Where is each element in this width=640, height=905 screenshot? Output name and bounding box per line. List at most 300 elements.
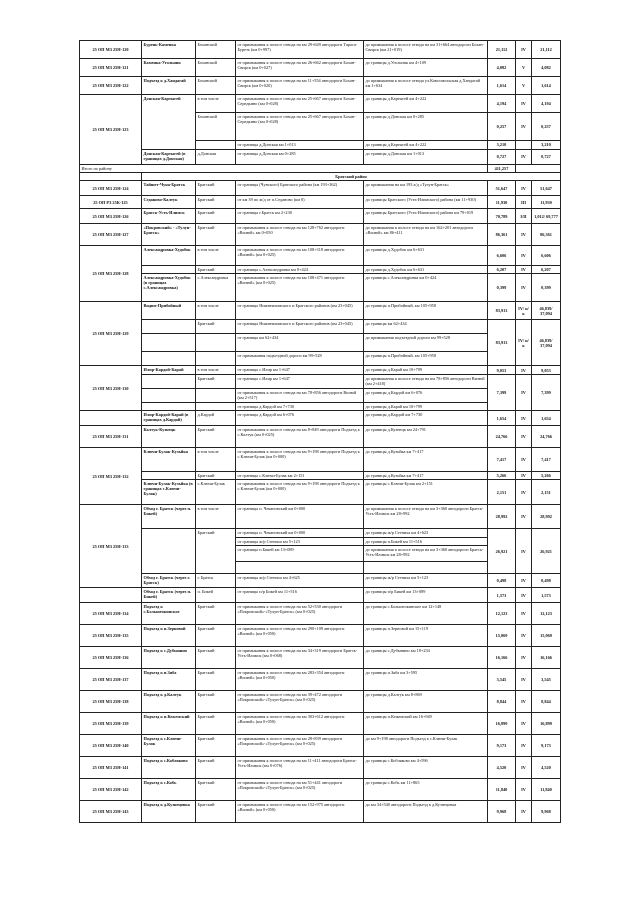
- length-km: 0,498: [488, 574, 516, 588]
- segment-start: от границы п. Чекановский км 0+000: [236, 505, 364, 529]
- road-category: IV: [516, 529, 532, 574]
- road-category: IV: [516, 779, 532, 801]
- segment-start: от примыкания к полосе отвода на км 34+319 автодороги Братск-Усть-Илимск (км 0+068): [236, 647, 364, 669]
- district-cell: Братский: [196, 801, 236, 823]
- length-total: 24,766: [532, 426, 561, 448]
- district-cell: [196, 352, 236, 366]
- segment-end: до границы д.Угольник км 4+109: [364, 59, 488, 77]
- road-category: IV: [516, 505, 532, 529]
- segment-end: до границы Братского (Усть-Илимского) района (км 11+930): [364, 196, 488, 209]
- road-code: 25 ОП МЗ 25Н-123: [80, 95, 142, 165]
- district-cell: [196, 334, 236, 352]
- segment-start: от примыкания к полосе отвода на км 26+662 автодороги Бохан-Свирск (км 0+027): [236, 59, 364, 77]
- length-km: 70,789: [488, 209, 516, 224]
- length-km: 12,123: [488, 603, 516, 625]
- road-code: 25 ОП МЗ 25Н-126: [80, 209, 142, 224]
- segment-start: [236, 562, 364, 574]
- segment-end: до примыкания к полосе отвода на км 31+664 автодороги Бохан-Свирск (км 21+019): [364, 41, 488, 59]
- length-km: 6,207: [488, 266, 516, 274]
- segment-start: от примыкания к полосе отвода на км 8+849 автодороги Подъезд к с.Калтук (км 0+025): [236, 426, 364, 448]
- road-name: Подъезд к с.Ключи-Булак: [142, 735, 196, 757]
- length-total: 16,166: [532, 647, 561, 669]
- length-km: 15,069: [488, 625, 516, 647]
- road-code: [80, 411, 142, 426]
- district-cell: с.Александровка: [196, 274, 236, 302]
- segment-end: до границы с.Большеокинское км 12+148: [364, 603, 488, 625]
- length-km: 83,913: [488, 302, 516, 320]
- segment-end: до границы Братского (Усть-Илимского) района км 79+019: [364, 209, 488, 224]
- table-row: [80, 588, 561, 603]
- road-code: 25 ОП МЗ 25Н-135: [80, 625, 142, 647]
- length-km: 7,399: [488, 375, 516, 411]
- length-total: 9,053: [532, 366, 561, 375]
- segment-end: до примыкания к полосе отвода ул.Комсомольская д.Хандагай км 1+634: [364, 77, 488, 95]
- segment-end: до границы с.Кобь км 11+865: [364, 779, 488, 801]
- length-total: 3,545: [532, 669, 561, 691]
- road-category: IV: [516, 603, 532, 625]
- table-row: [80, 181, 561, 196]
- length-km: 9,968: [488, 801, 516, 823]
- length-total: 11,930: [532, 196, 561, 209]
- table-row: [80, 209, 561, 224]
- road-name: Каменка-Угольник: [142, 59, 196, 77]
- road-code: 25 ОП МЗ 25Н-137: [80, 669, 142, 691]
- road-category: IV: [516, 691, 532, 713]
- road-code: 25 ОП МЗ 25Н-131: [80, 426, 142, 448]
- road-name: [142, 266, 196, 274]
- segment-end: до границы п.Прибойный, км 105+958: [364, 302, 488, 320]
- length-km: 4,194: [488, 95, 516, 113]
- segment-start: от границы Нижнеилимского и Братского районов (км 23+045): [236, 320, 364, 334]
- district-cell: в том числе: [196, 95, 236, 113]
- segment-start: от границы км 62+434: [236, 334, 364, 352]
- length-km: 1,614: [488, 77, 516, 95]
- length-total: 2,151: [532, 480, 561, 505]
- length-total: 46,839/ 37,094: [532, 302, 561, 320]
- road-category: IV/ н/к: [516, 320, 532, 366]
- length-total: 6,606: [532, 246, 561, 266]
- segment-start: от границы (Чунского) Братского района (км 193+362): [236, 181, 364, 196]
- segment-start: от границы д.Кардой км 7+730: [236, 403, 364, 411]
- segment-start: от границы с.Ключи-Булак км 2+151: [236, 472, 364, 480]
- road-name: Седаново-Калтук: [142, 196, 196, 209]
- length-km: 7,417: [488, 448, 516, 472]
- district-cell: Братский: [196, 779, 236, 801]
- road-category: IV: [516, 150, 532, 165]
- district-cell: д.Донская: [196, 150, 236, 165]
- segment-start: от границы Нижнеилимского и Братского районов (км 23+045): [236, 302, 364, 320]
- road-category: IV: [516, 448, 532, 472]
- road-name: Подъезд к д.Кузнецовка: [142, 801, 196, 823]
- district-cell: в том числе: [196, 302, 236, 320]
- road-category: IV: [516, 113, 532, 141]
- district-cell: Братский: [196, 757, 236, 779]
- road-name: [142, 320, 196, 334]
- segment-start: от примыкания к полосе отвода на км 39+472 автодороги «Покровский»-«Тулун-Братск» (км 0+025): [236, 691, 364, 713]
- length-total: 21,112: [532, 41, 561, 59]
- length-total: 1,012/ 69,777: [532, 209, 561, 224]
- segment-end: до границы с.Дубынино км 18+234: [364, 647, 488, 669]
- district-cell: в том числе: [196, 448, 236, 472]
- road-code: 25 ОП РЗ 25К-125: [80, 196, 142, 209]
- district-cell: Братский: [196, 209, 236, 224]
- segment-end: до границы п/р Бикей км 13+089: [364, 588, 488, 603]
- length-total: 0,727: [532, 150, 561, 165]
- table-row: [80, 41, 561, 59]
- length-km: 2,151: [488, 480, 516, 505]
- road-code: 25 ОП МЗ 25Н-136: [80, 647, 142, 669]
- segment-end: до примыкания к полосе отвода на км 78+856 автодороги Вилюй (км 2+418): [364, 375, 488, 389]
- segment-end: до примыкания подъездной дороги км 99+528: [364, 334, 488, 352]
- table-row: [80, 448, 561, 472]
- length-total: 86,361: [532, 224, 561, 246]
- district-cell: Братский: [196, 196, 236, 209]
- road-category: IV: [516, 480, 532, 505]
- segment-end: до границы п.Кежемский км 16+949: [364, 713, 488, 735]
- road-name: Илир-Кардой-Карай (в границах д.Кардой): [142, 411, 196, 426]
- table-row: [80, 150, 561, 165]
- district-cell: Братский: [196, 647, 236, 669]
- section-title: Братский район: [142, 173, 561, 181]
- length-km: 11,930: [488, 196, 516, 209]
- road-code: 25 ОП МЗ 25Н-133: [80, 505, 142, 588]
- road-code: 25 ОП МЗ 25Н-127: [80, 224, 142, 246]
- road-name: Ключи-Булак-Кузьйка: [142, 448, 196, 472]
- length-km: 28,992: [488, 505, 516, 529]
- district-cell: Боханский: [196, 113, 236, 141]
- table-row: [80, 274, 561, 302]
- table-row: [80, 603, 561, 625]
- district-cell: Боханский: [196, 77, 236, 95]
- table-row: [80, 320, 561, 334]
- road-name: Братск-Усть-Илимск: [142, 209, 196, 224]
- district-cell: [196, 141, 236, 150]
- section-header-row: [80, 173, 561, 181]
- table-row: [80, 411, 561, 426]
- segment-start: от примыкания к полосе отвода на км 303+612 автодороги «Вилюй» (км 0+050): [236, 713, 364, 735]
- district-cell: Братский: [196, 713, 236, 735]
- segment-end: до границы п.Прибойный, км 105+958: [364, 352, 488, 366]
- length-km: 9,173: [488, 735, 516, 757]
- road-code: 25 ОП МЗ 25Н-132: [80, 448, 142, 505]
- segment-end: до границы п.Бикей км 11+516: [364, 538, 488, 546]
- table-row: [80, 691, 561, 713]
- segment-start: от границы ж/р Стениха км 5+123: [236, 538, 364, 546]
- length-total: 4,194: [532, 95, 561, 113]
- road-category: IV: [516, 757, 532, 779]
- district-cell: Братский: [196, 472, 236, 480]
- road-code: 25 ОП МЗ 25Н-120: [80, 41, 142, 59]
- length-total: 26,921: [532, 529, 561, 574]
- table-row: [80, 574, 561, 588]
- road-name: Подъезд к с.Дубынино: [142, 647, 196, 669]
- table-row: [80, 196, 561, 209]
- length-total: 7,417: [532, 448, 561, 472]
- segment-end: до границы д.Кузьйка км 7+417: [364, 472, 488, 480]
- segment-start: от примыкания к полосе отвода на км 52+530 автодороги «Покровский»-«Тулун-Братск» (км 0+025): [236, 603, 364, 625]
- length-km: 83,913: [488, 320, 516, 366]
- length-km: 3,210: [488, 141, 516, 150]
- segment-start: от примыкания к полосе отвода на км 11+411 автодороги Братск-Усть-Илимск (км 0+076): [236, 757, 364, 779]
- segment-end: до границы д.Донская км 1+013: [364, 150, 488, 165]
- segment-end: до км 9+198 автодороги Подъезд к с.Ключи-Булак: [364, 735, 488, 757]
- district-cell: [196, 403, 236, 411]
- table-row: [80, 505, 561, 529]
- road-name: Илир-Кардой-Карай: [142, 366, 196, 375]
- summary-row: [80, 165, 561, 173]
- road-category: [516, 141, 532, 150]
- road-category: IV: [516, 224, 532, 246]
- road-name: Подъезд к с.Кобляково: [142, 757, 196, 779]
- length-total: 7,399: [532, 375, 561, 411]
- segment-start: от границы с.Илир км 1+647: [236, 366, 364, 375]
- summary-label: Итого по району: [80, 165, 488, 173]
- length-km: 21,112: [488, 41, 516, 59]
- road-code: 25 ОП МЗ 25Н-130: [80, 366, 142, 411]
- road-category: IV: [516, 713, 532, 735]
- length-total: 5,266: [532, 472, 561, 480]
- road-code: 25 ОП МЗ 25Н-139: [80, 713, 142, 735]
- road-name: [142, 472, 196, 480]
- summary-length: 411,257: [488, 165, 516, 173]
- table-row: [80, 529, 561, 538]
- table-row: [80, 246, 561, 266]
- road-name: Ключи-Булак-Кузьйка (в границах с.Ключи-Булак): [142, 480, 196, 505]
- road-name: Донская-Картыгей (в границах д.Донская): [142, 150, 196, 165]
- segment-end: до примыкания к полосе отвода на км 3+360 автодороги Братск-Усть-Илимск км 28+992: [364, 505, 488, 529]
- district-cell: Братский: [196, 669, 236, 691]
- district-cell: д.Кардой: [196, 411, 236, 426]
- road-category: IV: [516, 95, 532, 113]
- district-cell: Братский: [196, 375, 236, 389]
- road-category: IV: [516, 366, 532, 375]
- road-name: Видим-Прибойный: [142, 302, 196, 320]
- length-km: 4,082: [488, 59, 516, 77]
- segment-end: до границы д.Худобок км 6+631: [364, 246, 488, 266]
- segment-end: до границы д.Донская км 0+285: [364, 113, 488, 141]
- road-code: 25 ОП МЗ 25Н-124: [80, 181, 142, 196]
- table-row: [80, 669, 561, 691]
- road-name: [142, 403, 196, 411]
- segment-start: от примыкания к полосе отвода на км 25+667 автодороги Бохан-Середкино (км 0+028): [236, 113, 364, 141]
- segment-end: до границы д.Кардой км 7+730: [364, 411, 488, 426]
- road-name: Донская-Картыгей: [142, 95, 196, 150]
- road-category: IV: [516, 41, 532, 59]
- road-category: IV: [516, 411, 532, 426]
- road-code: 25 ОП МЗ 25Н-122: [80, 77, 142, 95]
- summary-empty: [516, 165, 561, 173]
- road-category: IV/ н/к: [516, 302, 532, 320]
- district-cell: Братский: [196, 426, 236, 448]
- length-total: 0,498: [532, 574, 561, 588]
- segment-end: до границы д.Карай км 10+799: [364, 366, 488, 375]
- district-cell: Боханский: [196, 41, 236, 59]
- length-total: 9,173: [532, 735, 561, 757]
- district-cell: Братский: [196, 224, 236, 246]
- segment-end: до границы ж/р Стениха км 4+623: [364, 529, 488, 538]
- segment-start: от примыкания к полосе отвода на км 108+318 автодороги «Вилюй» (км 0+025): [236, 246, 364, 266]
- road-name: [142, 389, 196, 403]
- length-km: 16,166: [488, 647, 516, 669]
- segment-start: от границы ж/р Стениха км 4+625: [236, 574, 364, 588]
- road-name: Александровка-Худобок (в границах с.Александровка): [142, 274, 196, 302]
- road-name: [142, 375, 196, 389]
- road-name: Подъезд к д.Хандагай: [142, 77, 196, 95]
- length-km: 0,257: [488, 113, 516, 141]
- segment-start: от примыкания к полосе отвода на км 128+762 автодороги «Вилюй» км 0+050: [236, 224, 364, 246]
- road-category: IV: [516, 574, 532, 588]
- district-cell: Братский: [196, 691, 236, 713]
- segment-start: от границы д.Донская км 1+013: [236, 141, 364, 150]
- road-name: [142, 352, 196, 366]
- road-category: IV: [516, 472, 532, 480]
- road-category: IV: [516, 625, 532, 647]
- table-row: [80, 801, 561, 823]
- road-name: Обход г. Братск (через п. Бикей): [142, 505, 196, 529]
- road-name: Александровка-Худобок: [142, 246, 196, 266]
- length-km: 24,766: [488, 426, 516, 448]
- road-code: 25 ОП МЗ 25Н-142: [80, 779, 142, 801]
- table-row: [80, 779, 561, 801]
- segment-start: от примыкания к полосе отвода на км 152+975 автодороги «Вилюй» (км 0+050): [236, 801, 364, 823]
- segment-end: до границы д.Кардой км 6+076: [364, 389, 488, 403]
- road-category: IV: [516, 735, 532, 757]
- segment-end: до границы с.Ключи-Булак км 2+151: [364, 480, 488, 505]
- segment-end: до границы с.Кобляково км 4+596: [364, 757, 488, 779]
- district-cell: Братский: [196, 320, 236, 334]
- length-km: 0,399: [488, 274, 516, 302]
- road-name: Калтук-Кузнецк: [142, 426, 196, 448]
- district-cell: Братский: [196, 735, 236, 757]
- table-row: [80, 713, 561, 735]
- segment-end: до границы км 62+434: [364, 320, 488, 334]
- length-km: 5,266: [488, 472, 516, 480]
- district-cell: с.Ключи-Булак: [196, 480, 236, 505]
- length-total: 4,082: [532, 59, 561, 77]
- segment-end: до границы д.Картыгей км 4+222: [364, 95, 488, 113]
- segment-start: от примыкания к полосе отвода на км 78+856 автодороги Вилюй (км 2+517): [236, 389, 364, 403]
- segment-end: [364, 562, 488, 574]
- district-cell: [196, 389, 236, 403]
- length-km: 16,899: [488, 713, 516, 735]
- road-category: IV: [516, 274, 532, 302]
- table-row: [80, 366, 561, 375]
- road-name: [142, 529, 196, 574]
- segment-start: от границы п/р Бикей км 11+516: [236, 588, 364, 603]
- road-code: 25 ОП МЗ 25Н-121: [80, 59, 142, 77]
- road-name: Подъезд к д.Калтук: [142, 691, 196, 713]
- length-total: 51,647: [532, 181, 561, 196]
- length-total: 1,654: [532, 411, 561, 426]
- length-km: 0,727: [488, 150, 516, 165]
- road-name: Обход г. Братск (через г. Братск): [142, 574, 196, 588]
- segment-start: от границы п. Чекановский км 0+000: [236, 529, 364, 538]
- road-name: Подъезд к п.Зерновой: [142, 625, 196, 647]
- road-name: Обход г. Братск (через п. Бикей): [142, 588, 196, 603]
- segment-end: до границы ж/р Стениха км 5+123: [364, 574, 488, 588]
- length-km: 3,545: [488, 669, 516, 691]
- table-row: [80, 77, 561, 95]
- table-row: [80, 95, 561, 113]
- length-total: 6,207: [532, 266, 561, 274]
- segment-start: от границы г.Братск км 2+230: [236, 209, 364, 224]
- segment-end: до примыкания на км 193 а/д «Тулун-Братск»: [364, 181, 488, 196]
- segment-end: до границы д.Карай км 10+799: [364, 403, 488, 411]
- length-km: 6,606: [488, 246, 516, 266]
- table-row: [80, 426, 561, 448]
- segment-start: от границы с.Илир км 1+647: [236, 375, 364, 389]
- segment-start: от примыкания к полосе отвода на км 29+649 автодороги Тараса-Буреть (км 0+997): [236, 41, 364, 59]
- table-row: [80, 625, 561, 647]
- district-cell: Братский: [196, 181, 236, 196]
- segment-start: от границы с.Александровка км 0+424: [236, 266, 364, 274]
- road-code: 25 ОП МЗ 25Н-140: [80, 735, 142, 757]
- road-category: III: [516, 196, 532, 209]
- road-code: 25 ОП МЗ 25Н-134: [80, 603, 142, 625]
- road-name: [142, 334, 196, 352]
- length-total: 9,968: [532, 801, 561, 823]
- road-name: Подъезд к с.Кобь: [142, 779, 196, 801]
- length-total: 4,520: [532, 757, 561, 779]
- length-km: 9,053: [488, 366, 516, 375]
- segment-start: от км 39 по ж/д от п.Седаново (км 0): [236, 196, 364, 209]
- road-category: IV: [516, 375, 532, 411]
- segment-start: от границы п.Бикей км 13+089: [236, 546, 364, 562]
- district-cell: Братский: [196, 603, 236, 625]
- length-km: 51,647: [488, 181, 516, 196]
- segment-end: до границы с.Александровка км 0+424: [364, 274, 488, 302]
- length-total: 1,614: [532, 77, 561, 95]
- table-row: [80, 302, 561, 320]
- section-empty: [80, 173, 142, 181]
- table-row: [80, 735, 561, 757]
- segment-start: от примыкания к полосе отвода на км 25+667 автодороги Бохан-Середкино (км 0+028): [236, 95, 364, 113]
- road-name: Подъезд к п.Зяба: [142, 669, 196, 691]
- segment-start: от примыкания к полосе отвода на км 9+198 автодороги Подъезд к с.Ключи-Булак (км 0+000): [236, 448, 364, 472]
- length-total: 46,839/ 37,094: [532, 320, 561, 366]
- table-row: [80, 375, 561, 389]
- segment-end: до км 34+540 автодороги Подъезд к д.Кузнецовка: [364, 801, 488, 823]
- table-row: [80, 647, 561, 669]
- length-total: 0,257: [532, 113, 561, 141]
- length-total: 12,123: [532, 603, 561, 625]
- road-category: IV: [516, 246, 532, 266]
- segment-start: от примыкания к полосе отвода на км 108+471 автодороги «Вилюй» (км 0+025): [236, 274, 364, 302]
- length-total: 8,844: [532, 691, 561, 713]
- road-code: 25 ОП МЗ 25Н-141: [80, 757, 142, 779]
- segment-start: от границы д.Кардой км 6+076: [236, 411, 364, 426]
- length-km: 4,520: [488, 757, 516, 779]
- length-km: 86,361: [488, 224, 516, 246]
- road-category: IV: [516, 801, 532, 823]
- road-category: IV: [516, 266, 532, 274]
- segment-start: от примыкания к полосе отвода на км 290+109 автодороги «Вилюй» (км 0+050): [236, 625, 364, 647]
- road-category: IV: [516, 669, 532, 691]
- road-code: 25 ОП МЗ 25Н-129: [80, 302, 142, 366]
- road-category: I/II: [516, 209, 532, 224]
- road-category: IV: [516, 647, 532, 669]
- length-km: 1,654: [488, 411, 516, 426]
- segment-start: от примыкания к полосе отвода на км 11+554 автодороги Бохан-Свирск (км 0+020): [236, 77, 364, 95]
- segment-start: от примыкания к полосе отвода на км 283+354 автодороги «Вилюй» (км 0+050): [236, 669, 364, 691]
- district-cell: Боханский: [196, 59, 236, 77]
- segment-end: до границы п.Зерновой км 15+119: [364, 625, 488, 647]
- segment-start: от границы д.Донская км 0+285: [236, 150, 364, 165]
- road-code: [80, 588, 142, 603]
- segment-end: до примыкания к полосе отвода на км 162+201 автодороги «Вилюй» км 86+411: [364, 224, 488, 246]
- segment-end: до границы д.Калтук км 8+869: [364, 691, 488, 713]
- district-cell: в том числе: [196, 366, 236, 375]
